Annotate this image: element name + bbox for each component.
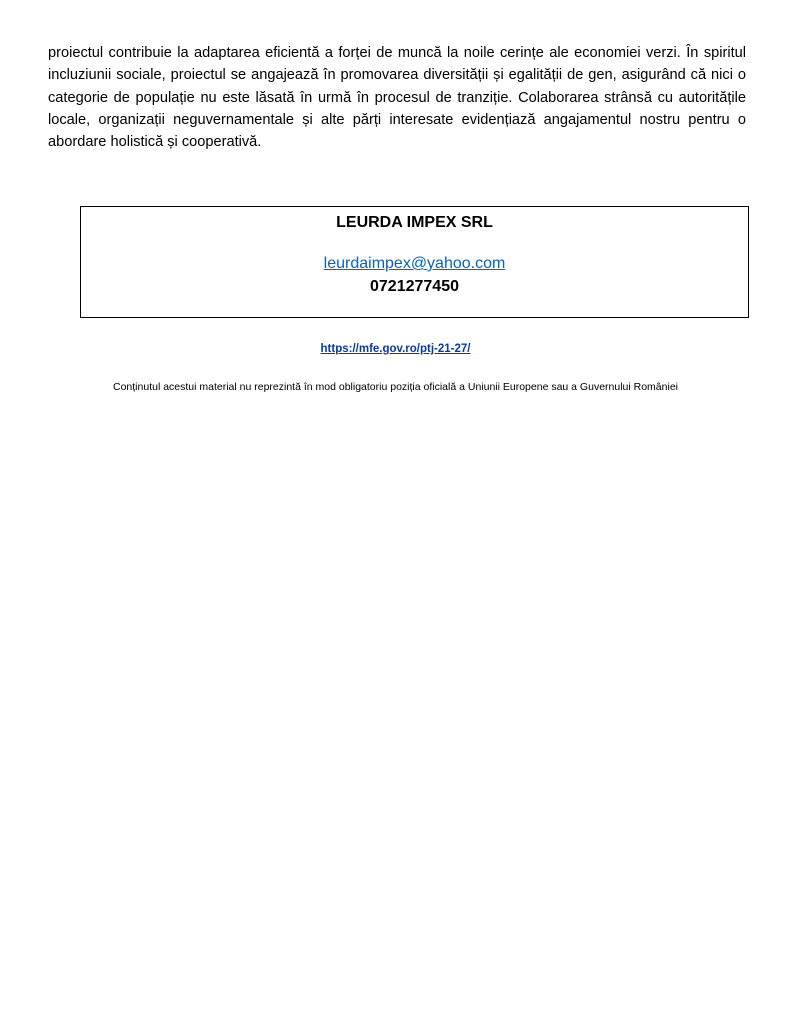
email-link[interactable]: leurdaimpex@yahoo.com: [323, 255, 506, 272]
program-url-link[interactable]: https://mfe.gov.ro/ptj-21-27/: [320, 343, 471, 355]
disclaimer-text: Conținutul acestui material nu reprezintă în mod obligatoriu poziția oficială a Uniunii Europene sau a Guvernului României: [113, 381, 678, 393]
company-name: LEURDA IMPEX SRL: [336, 214, 493, 231]
phone-number: 0721277450: [370, 278, 459, 295]
contact-box: [80, 206, 749, 318]
body-paragraph: proiectul contribuie la adaptarea eficientă a forței de muncă la noile cerințe ale economiei verzi. În spiritul incluziunii sociale, proiectul se angajează în promovarea diversității și egalității de gen, asigurând că nici o categorie de populație nu este lăsată în urmă în procesul de tranziție. Colaborarea strânsă cu autoritățile locale, organizații neguvernamentale și alte părți interesate evidențiază angajamentul nostru pentru o abordare holistică și cooperativă.: [48, 45, 746, 151]
